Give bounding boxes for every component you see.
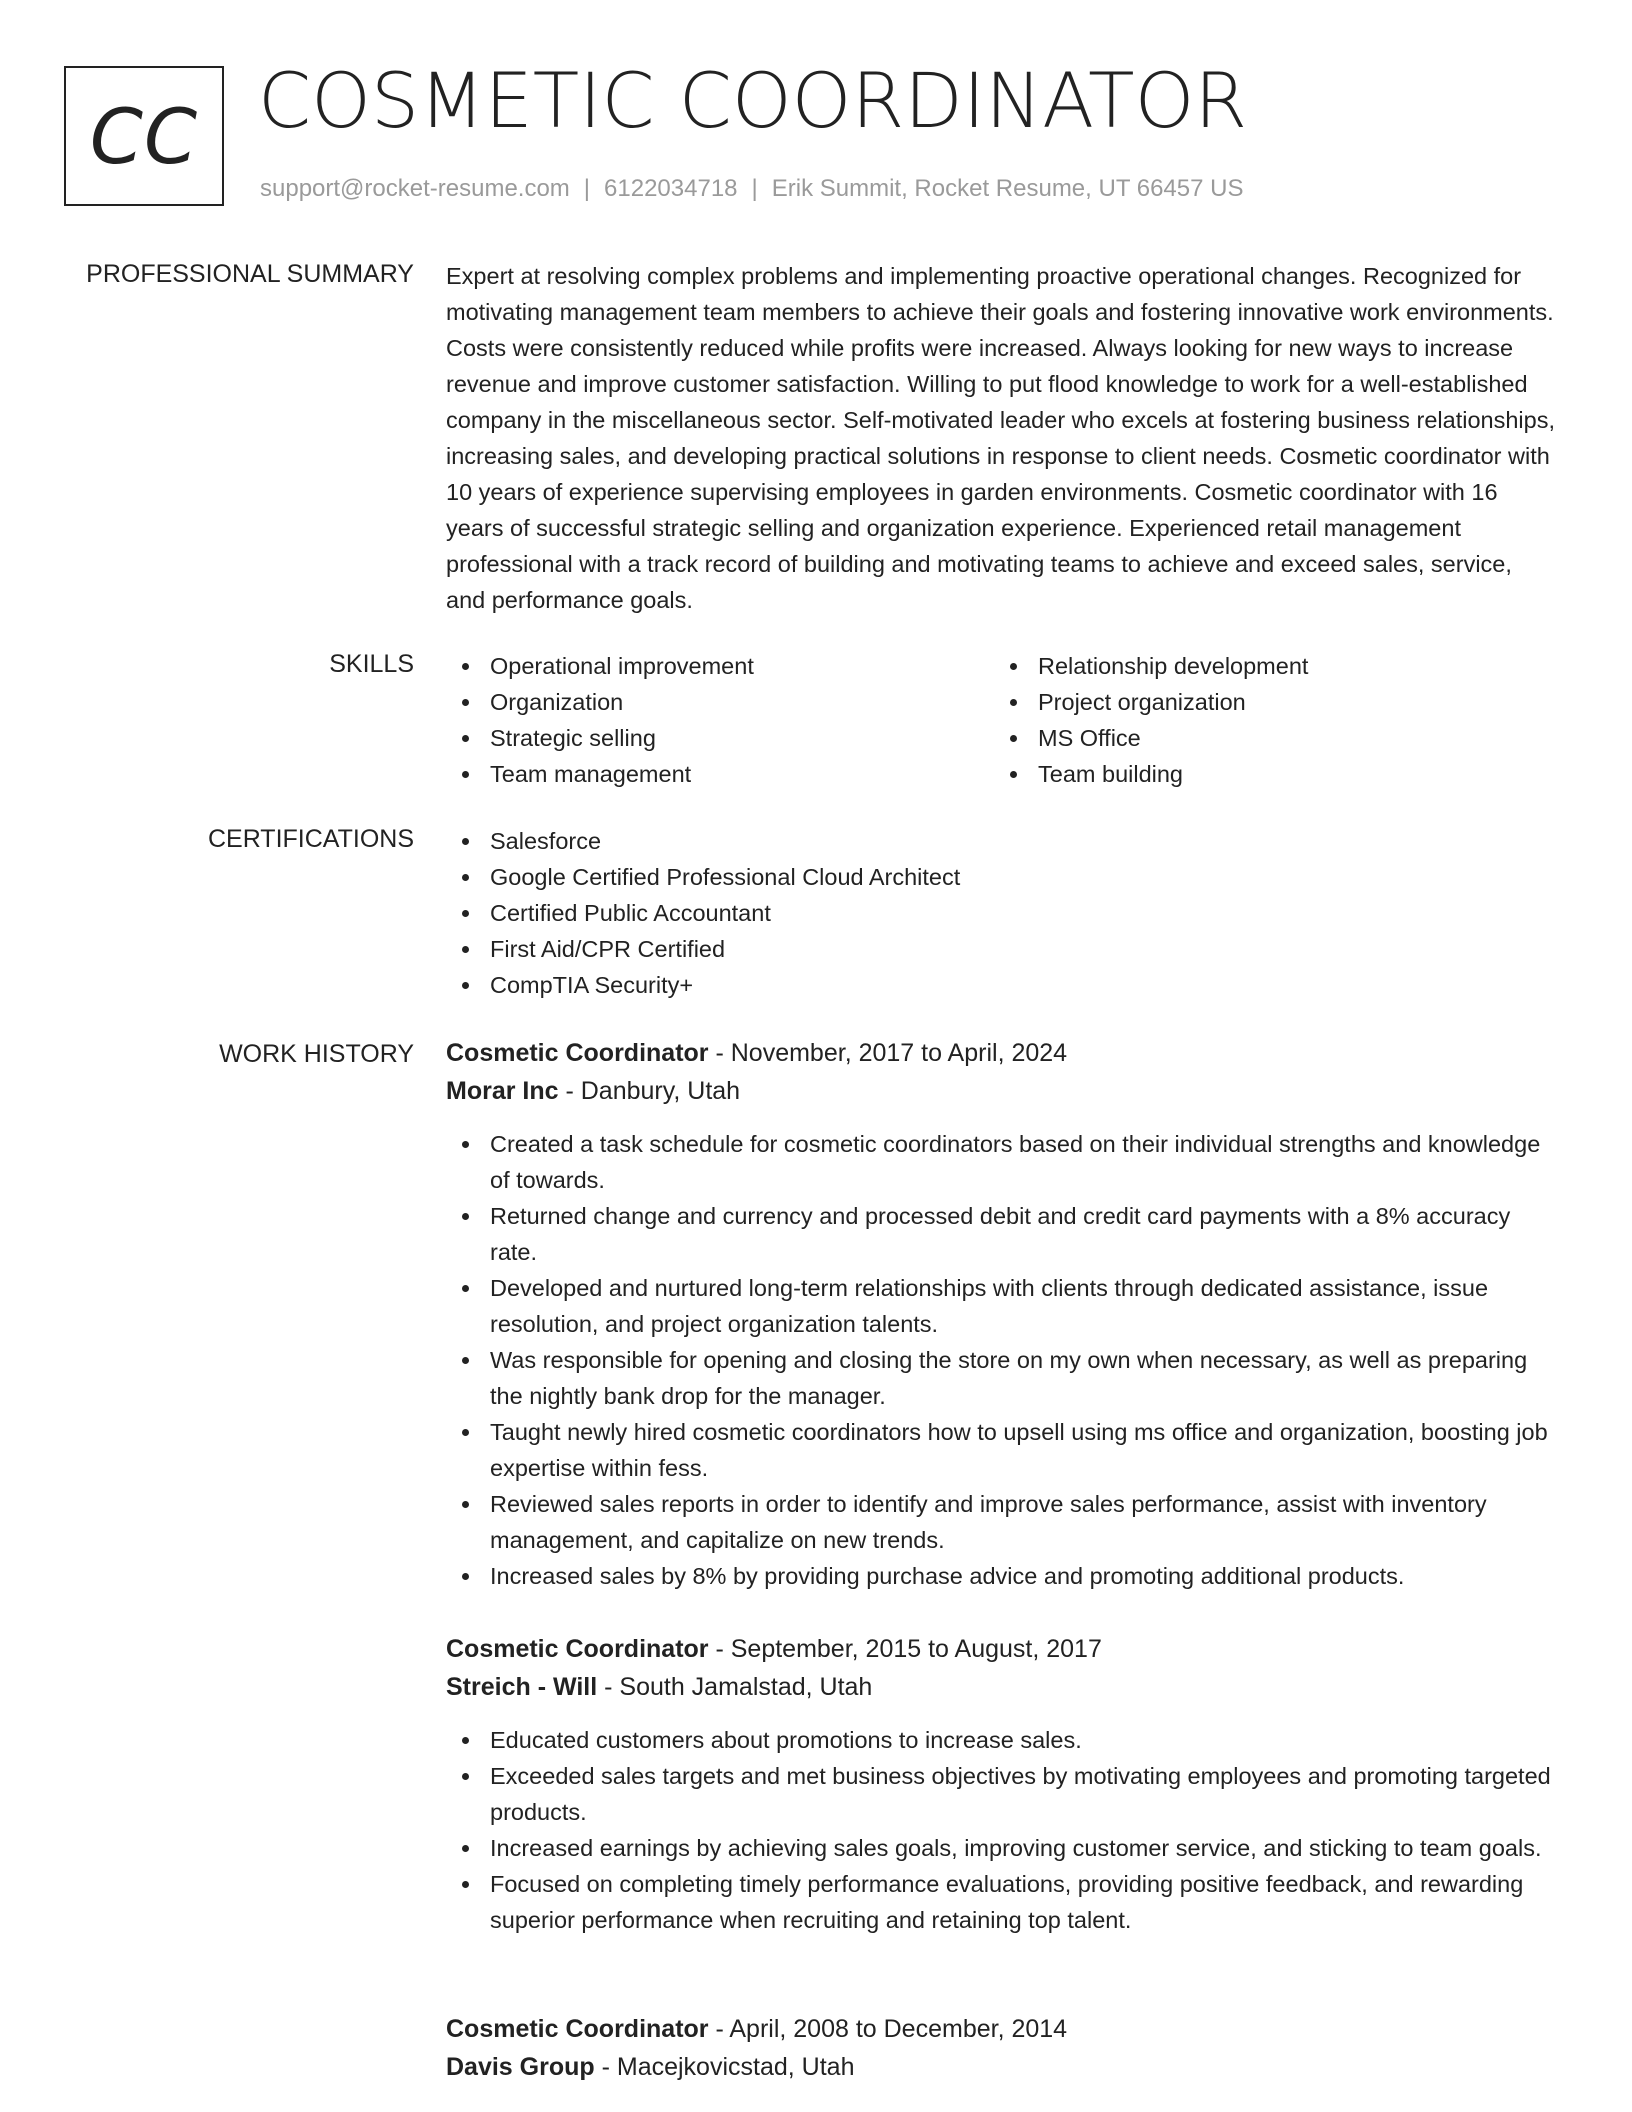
certification-item: CompTIA Security+ bbox=[446, 967, 1556, 1003]
contact-separator: | bbox=[751, 175, 758, 202]
skill-item: Relationship development bbox=[994, 648, 1542, 684]
job-entry bbox=[446, 2010, 1556, 2102]
certifications-section bbox=[446, 823, 1556, 1003]
skill-item: Operational improvement bbox=[446, 648, 994, 684]
job-dates: - September, 2015 to August, 2017 bbox=[708, 1635, 1102, 1663]
job-dates: - April, 2008 to December, 2014 bbox=[708, 2015, 1068, 2043]
job-company: Davis Group bbox=[446, 2053, 595, 2081]
summary-text: Expert at resolving complex problems and implementing proactive operational changes. Recognized for motivating management team members to achieve their goals and fostering innovative work environments. Costs were consistently reduced while profits were increased. Always looking for new ways to increase revenue and improve customer satisfaction. Willing to put flood knowledge to work for a well-established company in the miscellaneous sector. Self-motivated leader who excels at fostering business relationships, increasing sales, and developing practical solutions in response to client needs. Cosmetic coordinator with 10 years of experience supervising employees in garden environments. Cosmetic coordinator with 16 years of successful strategic selling and organization experience. Experienced retail management professional with a track record of building and motivating teams to achieve and exceed sales, service, and performance goals. bbox=[446, 263, 1555, 613]
contact-phone: 6122034718 bbox=[604, 175, 738, 202]
skill-item: MS Office bbox=[994, 720, 1542, 756]
job-title: Cosmetic Coordinator bbox=[446, 1635, 709, 1663]
certifications-list bbox=[446, 823, 1556, 1003]
job-location: - South Jamalstad, Utah bbox=[597, 1673, 873, 1701]
skill-item: Strategic selling bbox=[446, 720, 994, 756]
job-location: - Danbury, Utah bbox=[558, 1077, 741, 1105]
job-title-line bbox=[446, 2010, 1556, 2048]
job-title: Cosmetic Coordinator bbox=[446, 1039, 709, 1067]
job-duty: Increased earnings by achieving sales goals, improving customer service, and sticking to team goals. bbox=[446, 1830, 1556, 1866]
job-company: Morar Inc bbox=[446, 1077, 559, 1105]
job-duty: Focused on completing timely performance evaluations, providing positive feedback, and rewarding superior performance when recruiting and retaining top talent. bbox=[446, 1866, 1556, 1938]
job-duty: Returned change and currency and processed debit and credit card payments with a 8% accuracy rate. bbox=[446, 1198, 1556, 1270]
job-location: - Macejkovicstad, Utah bbox=[594, 2053, 855, 2081]
certification-item: Salesforce bbox=[446, 823, 1556, 859]
work-history-heading: WORK HISTORY bbox=[219, 1040, 414, 1068]
job-company-line bbox=[446, 1072, 1556, 1110]
job-entry bbox=[446, 1630, 1556, 1938]
job-duties-list bbox=[446, 1722, 1556, 1938]
contact-line bbox=[260, 174, 1243, 204]
monogram-initials: CC bbox=[89, 91, 199, 181]
certification-item: Google Certified Professional Cloud Architect bbox=[446, 859, 1556, 895]
job-entry bbox=[446, 1034, 1556, 1594]
job-duty: Was responsible for opening and closing the store on my own when necessary, as well as preparing the nightly bank drop for the manager. bbox=[446, 1342, 1556, 1414]
resume-name: COSMETIC COORDINATOR bbox=[258, 56, 1248, 145]
summary-heading: PROFESSIONAL SUMMARY bbox=[86, 260, 414, 288]
job-title-line bbox=[446, 1630, 1556, 1668]
monogram-box bbox=[64, 66, 224, 206]
skills-list-right bbox=[994, 648, 1542, 792]
job-company: Streich - Will bbox=[446, 1673, 598, 1701]
job-company-line bbox=[446, 2048, 1556, 2086]
job-duty: Educated customers about promotions to increase sales. bbox=[446, 1722, 1556, 1758]
certification-item: Certified Public Accountant bbox=[446, 895, 1556, 931]
skills-columns bbox=[446, 648, 1556, 792]
job-company-line bbox=[446, 1668, 1556, 1706]
job-title-line bbox=[446, 1034, 1556, 1072]
certification-item: First Aid/CPR Certified bbox=[446, 931, 1556, 967]
skills-section bbox=[446, 648, 1556, 792]
contact-separator: | bbox=[583, 175, 591, 202]
contact-email: support@rocket-resume.com bbox=[260, 175, 570, 202]
certifications-heading: CERTIFICATIONS bbox=[207, 825, 414, 853]
job-duties-list bbox=[446, 1126, 1556, 1594]
job-title: Cosmetic Coordinator bbox=[446, 2015, 709, 2043]
job-duty: Exceeded sales targets and met business objectives by motivating employees and promoting targeted products. bbox=[446, 1758, 1556, 1830]
skill-item: Project organization bbox=[994, 684, 1542, 720]
skill-item: Organization bbox=[446, 684, 994, 720]
skills-heading: SKILLS bbox=[329, 650, 414, 678]
job-duty: Developed and nurtured long-term relationships with clients through dedicated assistance, issue resolution, and project organization talents. bbox=[446, 1270, 1556, 1342]
skill-item: Team management bbox=[446, 756, 994, 792]
job-duty: Created a task schedule for cosmetic coordinators based on their individual strengths and knowledge of towards. bbox=[446, 1126, 1556, 1198]
skill-item: Team building bbox=[994, 756, 1542, 792]
skills-list-left bbox=[446, 648, 994, 792]
job-duty: Increased sales by 8% by providing purchase advice and promoting additional products. bbox=[446, 1558, 1556, 1594]
job-duty: Taught newly hired cosmetic coordinators how to upsell using ms office and organization, boosting job expertise within fess. bbox=[446, 1414, 1556, 1486]
job-dates: - November, 2017 to April, 2024 bbox=[708, 1039, 1068, 1067]
contact-address: Erik Summit, Rocket Resume, UT 66457 US bbox=[771, 175, 1244, 202]
summary-section bbox=[446, 258, 1556, 618]
job-duty: Reviewed sales reports in order to identify and improve sales performance, assist with inventory management, and capitalize on new trends. bbox=[446, 1486, 1556, 1558]
